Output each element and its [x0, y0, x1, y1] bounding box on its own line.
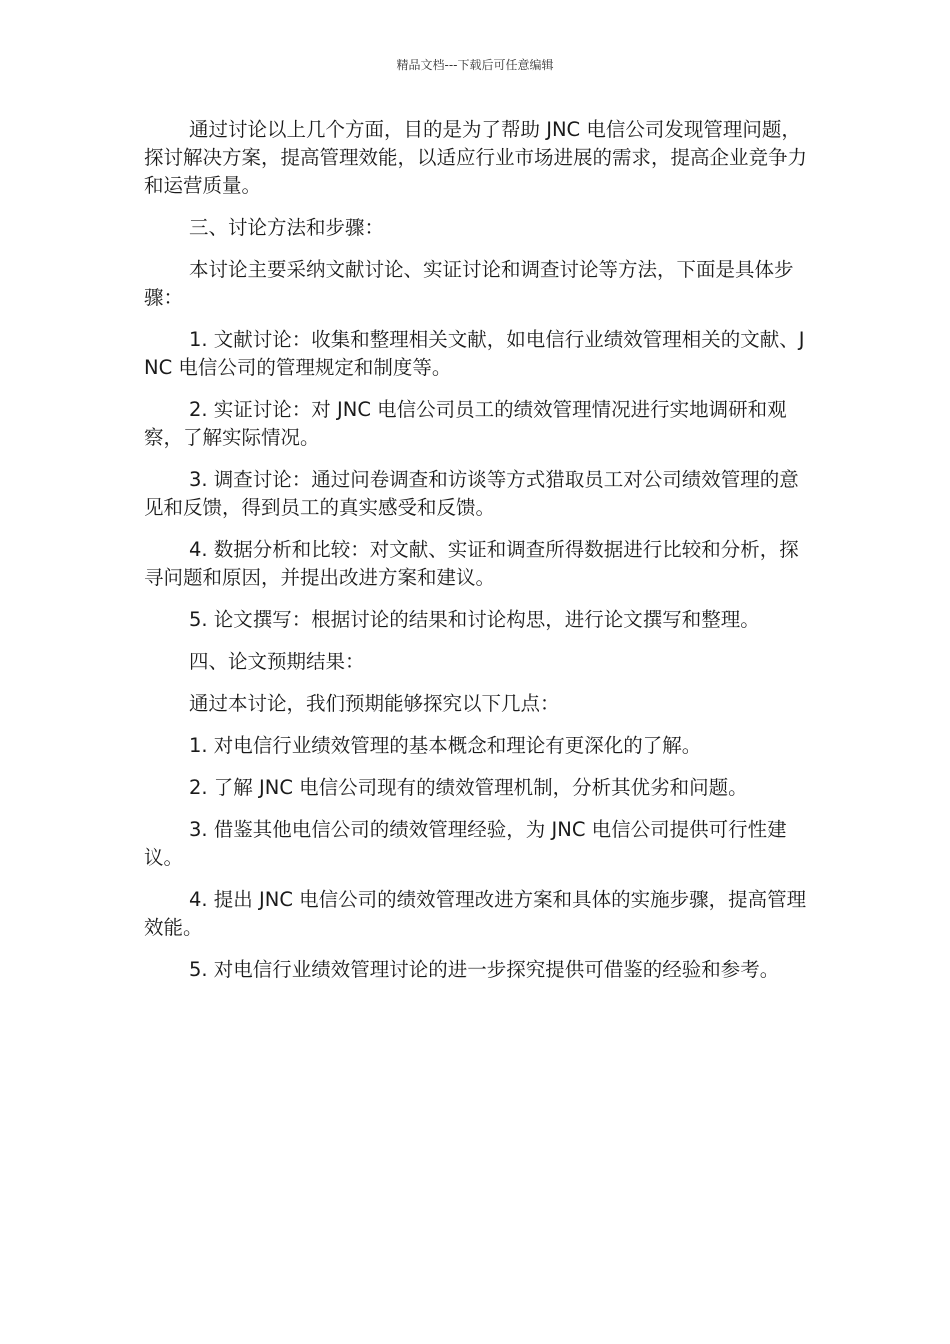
document-body: [144, 116, 816, 998]
paragraph-purpose: 通过讨论以上几个方面，目的是为了帮助 JNC 电信公司发现管理问题，探讨解决方案，提高管理效能，以适应行业市场进展的需求，提高企业竞争力和运营质量。: [144, 118, 808, 197]
paragraph-results-intro: 通过本讨论，我们预期能够探究以下几点：: [189, 692, 560, 715]
section-heading-methods: 三、讨论方法和步骤：: [189, 216, 385, 239]
list-item-step-1: 1. 文献讨论：收集和整理相关文献，如电信行业绩效管理相关的文献、JNC 电信公司的管理规定和制度等。: [144, 328, 805, 379]
list-item-result-2: 2. 了解 JNC 电信公司现有的绩效管理机制，分析其优劣和问题。: [189, 776, 748, 799]
paragraph-methods-intro: 本讨论主要采纳文献讨论、实证讨论和调查讨论等方法，下面是具体步骤：: [144, 258, 794, 309]
list-item-result-1: 1. 对电信行业绩效管理的基本概念和理论有更深化的了解。: [189, 734, 702, 757]
page-header: 精品文档---下载后可任意编辑: [396, 58, 554, 72]
list-item-result-3: 3. 借鉴其他电信公司的绩效管理经验，为 JNC 电信公司提供可行性建议。: [144, 818, 787, 869]
list-item-step-5: 5. 论文撰写：根据讨论的结果和讨论构思，进行论文撰写和整理。: [189, 608, 760, 631]
list-item-step-4: 4. 数据分析和比较：对文献、实证和调查所得数据进行比较和分析，探寻问题和原因，并提出改进方案和建议。: [144, 538, 799, 589]
section-heading-results: 四、论文预期结果：: [189, 650, 365, 673]
list-item-step-3: 3. 调查讨论：通过问卷调查和访谈等方式猎取员工对公司绩效管理的意见和反馈，得到员工的真实感受和反馈。: [144, 468, 799, 519]
list-item-step-2: 2. 实证讨论：对 JNC 电信公司员工的绩效管理情况进行实地调研和观察，了解实际情况。: [144, 398, 787, 449]
list-item-result-5: 5. 对电信行业绩效管理讨论的进一步探究提供可借鉴的经验和参考。: [189, 958, 780, 981]
list-item-result-4: 4. 提出 JNC 电信公司的绩效管理改进方案和具体的实施步骤，提高管理效能。: [144, 888, 807, 939]
